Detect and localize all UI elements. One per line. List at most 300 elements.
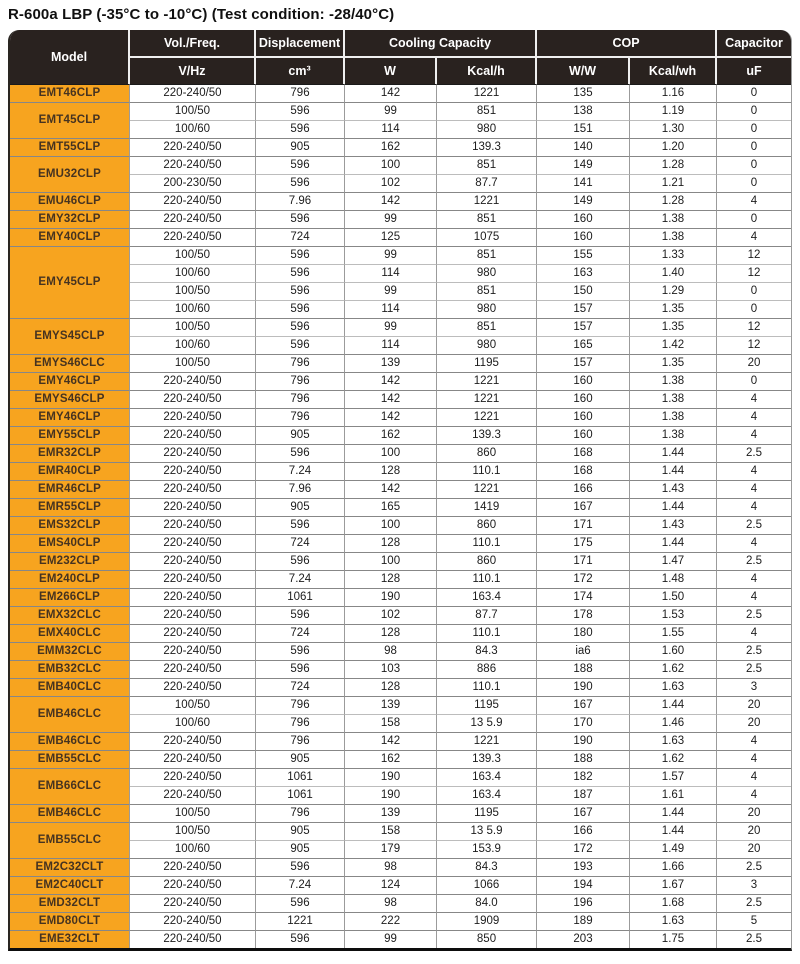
cell-v_hz: 100/60 [130,714,256,732]
cell-w: 142 [345,408,437,426]
model-cell: EMB55CLC [10,750,130,768]
header-capacitor: Capacitor [717,30,791,58]
cell-w: 98 [345,858,437,876]
cell-cm3: 596 [256,552,345,570]
cell-uf: 0 [717,102,791,120]
cell-uf: 12 [717,246,791,264]
cell-v_hz: 200-230/50 [130,174,256,192]
cell-cm3: 796 [256,408,345,426]
cell-w_w: 167 [537,696,630,714]
cell-kcal_h: 980 [437,300,537,318]
cell-v_hz: 220-240/50 [130,606,256,624]
cell-v_hz: 220-240/50 [130,912,256,930]
cell-kcal_h: 1221 [437,480,537,498]
cell-uf: 0 [717,138,791,156]
cell-uf: 2.5 [717,660,791,678]
cell-kcal_h: 886 [437,660,537,678]
table-row [10,822,791,840]
model-cell: EM240CLP [10,570,130,588]
cell-uf: 4 [717,480,791,498]
cell-uf: 2.5 [717,444,791,462]
cell-cm3: 7.24 [256,876,345,894]
cell-v_hz: 100/50 [130,246,256,264]
table-row [10,876,791,894]
cell-w_w: 170 [537,714,630,732]
cell-w_w: 172 [537,840,630,858]
cell-uf: 4 [717,588,791,606]
cell-kcal_wh: 1.35 [630,354,717,372]
cell-kcal_h: 1221 [437,732,537,750]
cell-w: 114 [345,120,437,138]
cell-cm3: 596 [256,930,345,948]
cell-kcal_wh: 1.38 [630,228,717,246]
cell-w: 102 [345,606,437,624]
cell-w: 162 [345,750,437,768]
cell-w_w: 166 [537,480,630,498]
cell-w_w: 151 [537,120,630,138]
cell-cm3: 905 [256,840,345,858]
cell-w: 99 [345,318,437,336]
cell-v_hz: 220-240/50 [130,480,256,498]
model-cell: EMU46CLP [10,192,130,210]
table-row [10,354,791,372]
cell-cm3: 7.24 [256,570,345,588]
cell-kcal_wh: 1.57 [630,768,717,786]
cell-uf: 4 [717,390,791,408]
table-row [10,444,791,462]
cell-kcal_wh: 1.61 [630,786,717,804]
cell-w_w: 160 [537,372,630,390]
cell-cm3: 1221 [256,912,345,930]
cell-cm3: 596 [256,858,345,876]
cell-uf: 2.5 [717,894,791,912]
cell-kcal_h: 851 [437,156,537,174]
cell-v_hz: 220-240/50 [130,858,256,876]
table-row [10,606,791,624]
cell-cm3: 796 [256,84,345,102]
cell-w_w: 193 [537,858,630,876]
cell-uf: 12 [717,264,791,282]
cell-kcal_wh: 1.33 [630,246,717,264]
table-row [10,642,791,660]
cell-w_w: 167 [537,804,630,822]
cell-kcal_wh: 1.66 [630,858,717,876]
cell-w_w: 149 [537,192,630,210]
cell-w_w: 175 [537,534,630,552]
cell-w_w: 190 [537,678,630,696]
cell-uf: 20 [717,840,791,858]
cell-kcal_h: 110.1 [437,624,537,642]
cell-kcal_h: 87.7 [437,174,537,192]
cell-w: 125 [345,228,437,246]
model-cell: EMY32CLP [10,210,130,228]
cell-v_hz: 220-240/50 [130,498,256,516]
cell-w: 128 [345,678,437,696]
table-row [10,138,791,156]
cell-w_w: 188 [537,660,630,678]
cell-kcal_wh: 1.44 [630,696,717,714]
table-row [10,210,791,228]
table-row [10,894,791,912]
table-row [10,696,791,714]
cell-v_hz: 100/50 [130,318,256,336]
table-row [10,498,791,516]
cell-w: 100 [345,444,437,462]
cell-kcal_h: 110.1 [437,534,537,552]
cell-kcal_h: 110.1 [437,462,537,480]
cell-kcal_wh: 1.28 [630,192,717,210]
model-cell: EMB66CLC [10,768,130,804]
table-row [10,318,791,336]
cell-v_hz: 220-240/50 [130,192,256,210]
cell-kcal_wh: 1.62 [630,750,717,768]
cell-uf: 0 [717,156,791,174]
spec-table [10,30,791,948]
cell-uf: 4 [717,426,791,444]
cell-cm3: 905 [256,750,345,768]
cell-kcal_wh: 1.63 [630,912,717,930]
cell-kcal_wh: 1.19 [630,102,717,120]
cell-w_w: ia6 [537,642,630,660]
cell-kcal_wh: 1.21 [630,174,717,192]
cell-w_w: 157 [537,318,630,336]
header-kcal-wh: Kcal/wh [630,58,717,84]
table-row [10,534,791,552]
cell-w: 139 [345,354,437,372]
cell-w_w: 168 [537,462,630,480]
cell-w_w: 189 [537,912,630,930]
table-row [10,372,791,390]
cell-kcal_h: 980 [437,120,537,138]
cell-v_hz: 220-240/50 [130,660,256,678]
model-cell: EMD80CLT [10,912,130,930]
table-row [10,408,791,426]
cell-w: 158 [345,714,437,732]
table-row [10,390,791,408]
cell-w_w: 178 [537,606,630,624]
cell-cm3: 596 [256,300,345,318]
header-cooling-capacity: Cooling Capacity [345,30,537,58]
table-row [10,678,791,696]
table-row [10,84,791,102]
cell-w_w: 187 [537,786,630,804]
cell-kcal_h: 1195 [437,696,537,714]
cell-w: 190 [345,786,437,804]
cell-w_w: 138 [537,102,630,120]
table-row [10,912,791,930]
cell-uf: 4 [717,624,791,642]
cell-v_hz: 100/50 [130,696,256,714]
cell-w: 98 [345,894,437,912]
cell-kcal_h: 13 5.9 [437,822,537,840]
cell-v_hz: 220-240/50 [130,570,256,588]
cell-w_w: 171 [537,552,630,570]
cell-uf: 5 [717,912,791,930]
cell-w: 99 [345,282,437,300]
cell-kcal_h: 163.4 [437,588,537,606]
model-cell: EMT55CLP [10,138,130,156]
cell-w: 190 [345,588,437,606]
cell-w_w: 160 [537,228,630,246]
cell-v_hz: 220-240/50 [130,534,256,552]
cell-kcal_wh: 1.68 [630,894,717,912]
cell-kcal_h: 1066 [437,876,537,894]
cell-cm3: 596 [256,444,345,462]
cell-cm3: 796 [256,390,345,408]
cell-v_hz: 220-240/50 [130,876,256,894]
cell-uf: 4 [717,408,791,426]
cell-kcal_wh: 1.38 [630,210,717,228]
cell-w: 139 [345,696,437,714]
cell-v_hz: 220-240/50 [130,678,256,696]
cell-uf: 2.5 [717,552,791,570]
cell-kcal_h: 980 [437,264,537,282]
cell-kcal_h: 1221 [437,408,537,426]
cell-kcal_wh: 1.20 [630,138,717,156]
cell-w: 99 [345,246,437,264]
cell-kcal_wh: 1.48 [630,570,717,588]
cell-kcal_wh: 1.62 [630,660,717,678]
cell-w_w: 167 [537,498,630,516]
cell-w: 165 [345,498,437,516]
model-cell: EMU32CLP [10,156,130,192]
cell-kcal_wh: 1.44 [630,498,717,516]
cell-cm3: 596 [256,246,345,264]
cell-w_w: 150 [537,282,630,300]
cell-cm3: 724 [256,678,345,696]
table-header [10,30,791,84]
table-row [10,426,791,444]
cell-cm3: 7.96 [256,480,345,498]
cell-cm3: 905 [256,822,345,840]
cell-w: 142 [345,372,437,390]
cell-uf: 0 [717,300,791,318]
model-cell: EMB46CLC [10,696,130,732]
model-cell: EMR46CLP [10,480,130,498]
cell-kcal_h: 860 [437,516,537,534]
cell-w_w: 172 [537,570,630,588]
table-row [10,480,791,498]
cell-uf: 0 [717,210,791,228]
cell-cm3: 796 [256,354,345,372]
cell-cm3: 596 [256,102,345,120]
cell-v_hz: 220-240/50 [130,786,256,804]
model-cell: EMY45CLP [10,246,130,318]
cell-kcal_wh: 1.43 [630,516,717,534]
cell-uf: 20 [717,714,791,732]
cell-uf: 2.5 [717,516,791,534]
cell-w_w: 182 [537,768,630,786]
cell-w: 142 [345,84,437,102]
cell-v_hz: 220-240/50 [130,390,256,408]
cell-kcal_wh: 1.43 [630,480,717,498]
cell-cm3: 596 [256,318,345,336]
cell-cm3: 724 [256,624,345,642]
cell-kcal_h: 139.3 [437,138,537,156]
cell-v_hz: 100/60 [130,336,256,354]
cell-cm3: 1061 [256,588,345,606]
cell-kcal_h: 860 [437,552,537,570]
cell-cm3: 596 [256,264,345,282]
cell-kcal_wh: 1.49 [630,840,717,858]
cell-kcal_wh: 1.67 [630,876,717,894]
cell-cm3: 1061 [256,768,345,786]
model-cell: EMR32CLP [10,444,130,462]
cell-kcal_wh: 1.63 [630,678,717,696]
cell-v_hz: 100/60 [130,264,256,282]
model-cell: EMT46CLP [10,84,130,102]
cell-w: 162 [345,138,437,156]
cell-cm3: 7.24 [256,462,345,480]
cell-cm3: 596 [256,336,345,354]
cell-kcal_h: 163.4 [437,768,537,786]
cell-cm3: 905 [256,498,345,516]
cell-kcal_wh: 1.40 [630,264,717,282]
model-cell: EMB46CLC [10,804,130,822]
header-w-w: W/W [537,58,630,84]
cell-uf: 4 [717,228,791,246]
model-cell: EMX40CLC [10,624,130,642]
cell-w_w: 168 [537,444,630,462]
cell-kcal_wh: 1.44 [630,444,717,462]
cell-v_hz: 220-240/50 [130,516,256,534]
cell-v_hz: 100/50 [130,822,256,840]
header-model: Model [10,30,130,84]
cell-w: 142 [345,390,437,408]
table-row [10,462,791,480]
cell-kcal_wh: 1.38 [630,390,717,408]
cell-w: 102 [345,174,437,192]
table-body [10,84,791,948]
cell-cm3: 796 [256,714,345,732]
header-kcal-h: Kcal/h [437,58,537,84]
cell-v_hz: 220-240/50 [130,138,256,156]
cell-uf: 3 [717,678,791,696]
cell-v_hz: 220-240/50 [130,408,256,426]
cell-uf: 3 [717,876,791,894]
cell-w: 142 [345,192,437,210]
cell-uf: 4 [717,570,791,588]
cell-w_w: 166 [537,822,630,840]
header-cop: COP [537,30,717,58]
cell-kcal_h: 850 [437,930,537,948]
cell-v_hz: 220-240/50 [130,228,256,246]
cell-uf: 0 [717,120,791,138]
cell-w_w: 165 [537,336,630,354]
cell-cm3: 1061 [256,786,345,804]
cell-cm3: 724 [256,534,345,552]
table-row [10,768,791,786]
cell-w: 98 [345,642,437,660]
model-cell: EMB32CLC [10,660,130,678]
cell-kcal_wh: 1.28 [630,156,717,174]
cell-uf: 2.5 [717,642,791,660]
cell-kcal_h: 1419 [437,498,537,516]
cell-v_hz: 220-240/50 [130,894,256,912]
cell-kcal_h: 153.9 [437,840,537,858]
table-row [10,246,791,264]
cell-v_hz: 100/60 [130,120,256,138]
cell-cm3: 596 [256,174,345,192]
cell-kcal_h: 1195 [437,354,537,372]
cell-uf: 20 [717,696,791,714]
cell-cm3: 596 [256,282,345,300]
cell-w: 103 [345,660,437,678]
cell-cm3: 7.96 [256,192,345,210]
cell-uf: 4 [717,732,791,750]
cell-w_w: 157 [537,300,630,318]
model-cell: EMT45CLP [10,102,130,138]
cell-w: 128 [345,570,437,588]
cell-cm3: 796 [256,804,345,822]
cell-w_w: 171 [537,516,630,534]
model-cell: EM232CLP [10,552,130,570]
cell-cm3: 796 [256,732,345,750]
cell-w: 128 [345,534,437,552]
cell-uf: 0 [717,84,791,102]
cell-uf: 2.5 [717,606,791,624]
cell-kcal_wh: 1.29 [630,282,717,300]
model-cell: EMR40CLP [10,462,130,480]
cell-kcal_h: 851 [437,246,537,264]
cell-v_hz: 220-240/50 [130,462,256,480]
cell-w_w: 174 [537,588,630,606]
cell-w: 139 [345,804,437,822]
cell-v_hz: 100/50 [130,282,256,300]
cell-cm3: 905 [256,426,345,444]
cell-uf: 4 [717,498,791,516]
cell-cm3: 596 [256,660,345,678]
table-row [10,156,791,174]
cell-w_w: 203 [537,930,630,948]
cell-kcal_wh: 1.44 [630,822,717,840]
table-row [10,588,791,606]
cell-v_hz: 220-240/50 [130,930,256,948]
cell-kcal_h: 84.0 [437,894,537,912]
cell-w_w: 140 [537,138,630,156]
model-cell: EMS32CLP [10,516,130,534]
cell-v_hz: 220-240/50 [130,444,256,462]
cell-uf: 12 [717,336,791,354]
table-row [10,516,791,534]
cell-kcal_h: 1909 [437,912,537,930]
model-cell: EMY55CLP [10,426,130,444]
cell-w_w: 160 [537,210,630,228]
cell-kcal_h: 1221 [437,390,537,408]
cell-kcal_h: 1221 [437,84,537,102]
spec-table-wrap [8,30,792,951]
cell-w: 179 [345,840,437,858]
cell-w: 128 [345,462,437,480]
cell-kcal_h: 139.3 [437,750,537,768]
cell-kcal_wh: 1.38 [630,408,717,426]
cell-w_w: 135 [537,84,630,102]
cell-w: 142 [345,480,437,498]
cell-w_w: 160 [537,390,630,408]
cell-w: 114 [345,264,437,282]
cell-w: 162 [345,426,437,444]
cell-w_w: 160 [537,408,630,426]
header-v-hz: V/Hz [130,58,256,84]
cell-v_hz: 100/50 [130,804,256,822]
cell-v_hz: 220-240/50 [130,426,256,444]
table-row [10,732,791,750]
model-cell: EMD32CLT [10,894,130,912]
cell-kcal_h: 87.7 [437,606,537,624]
cell-kcal_h: 980 [437,336,537,354]
cell-kcal_h: 110.1 [437,570,537,588]
cell-w: 99 [345,930,437,948]
